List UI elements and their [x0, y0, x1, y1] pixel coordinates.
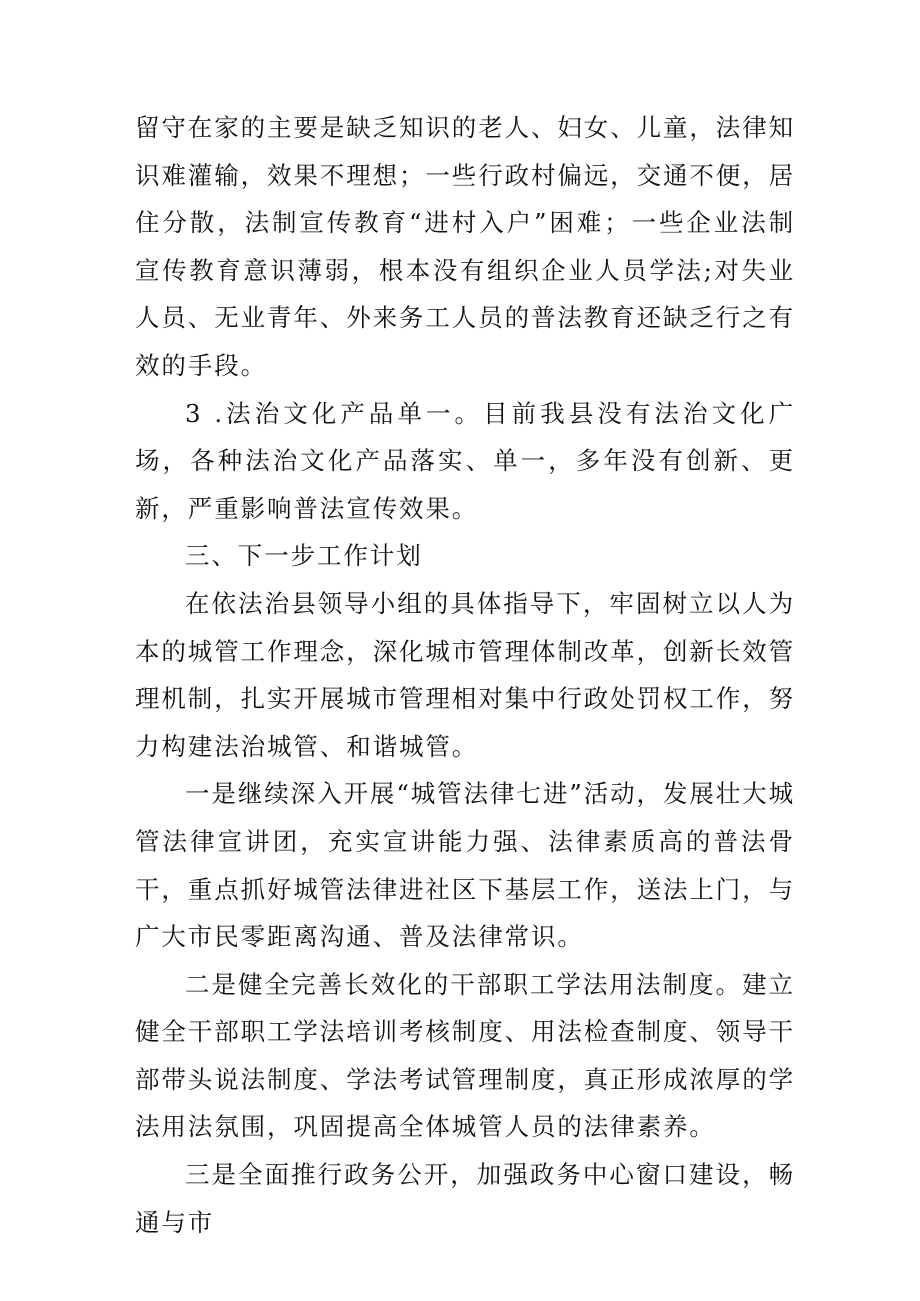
text-line: 3 .法治文化产品单一。目前我县没有法治文化广场，各种法	[135, 398, 795, 476]
text-line: 留守在家的主要是缺乏知识的老人、妇女、儿童，法律知识难灌	[135, 113, 795, 190]
paragraph-p7	[135, 1151, 795, 1246]
text-line: 宣传教育“进村入户”困难；一些企业法制宣传教育意识薄弱，	[135, 208, 795, 285]
text-line: 输，效果不理想；一些行政村偏远，交通不便，居住分散，法制	[135, 160, 796, 238]
text-line: 度、学法考试管理制度，真正形成浓厚的学法用法氛围，巩固提	[135, 1064, 796, 1142]
text-line: 治文化产品落实、单一，多年没有创新、更新，严重影响普法宣	[135, 446, 796, 523]
paragraph-p1	[135, 104, 795, 390]
paragraph-p5	[135, 770, 795, 960]
text-line: 三是全面推行政务公开，加强政务中心窗口建设，畅通与市	[135, 1160, 795, 1237]
text-line: 开展城市管理相对集中行政处罚权工作，努力构建法治城管、和	[135, 684, 796, 761]
text-line: 管工作理念，深化城市管理体制改革，创新长效管理机制，扎实	[135, 636, 796, 714]
paragraph-p4	[135, 580, 795, 770]
text-line: 城管法律进社区下基层工作，送法上门，与广大市民零距离沟通、	[135, 874, 796, 952]
text-line: 一是继续深入开展“城管法律七进”活动，发展壮大城管法	[135, 779, 795, 856]
text-line: 普及法律常识。	[399, 922, 584, 952]
text-line: 在依法治县领导小组的具体指导下，牢固树立以人为本的城	[135, 588, 795, 666]
text-line: 律宣讲团，充实宣讲能力强、法律素质高的普法骨干，重点抓好	[135, 826, 795, 904]
document-body	[135, 104, 795, 1246]
text-line: 部职工学法培训考核制度、用法检查制度、领导干部带头说法制	[135, 1017, 796, 1094]
text-line: 根本没有组织企业人员学法;对失业人员、无业青年、外来务工人	[135, 255, 795, 333]
text-line: 二是健全完善长效化的干部职工学法用法制度。建立健全干	[135, 969, 795, 1047]
text-line: 谐城管。	[372, 731, 479, 761]
text-line: 高全体城管人员的法律素养。	[372, 1112, 716, 1142]
text-line: 三、下一步工作计划	[185, 541, 423, 571]
paragraph-p6	[135, 961, 795, 1151]
text-line: 员的普法教育还缺乏行之有效的手段。	[135, 303, 796, 380]
text-line: 传效果。	[372, 493, 479, 523]
paragraph-p2	[135, 390, 795, 533]
paragraph-p3	[135, 532, 795, 580]
